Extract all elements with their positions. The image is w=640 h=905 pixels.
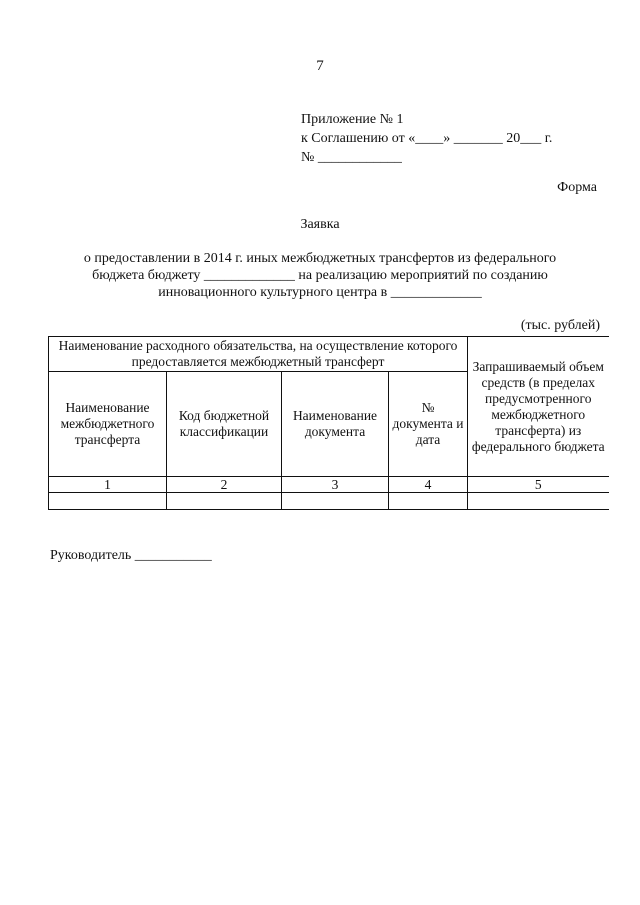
empty-cell <box>167 493 282 510</box>
subtitle-line-1: о предоставлении в 2014 г. иных межбюджетных трансфертов из федерального <box>83 251 557 266</box>
appendix-title: Приложение № 1 <box>301 112 404 127</box>
requested-amount-header: Запрашиваемый объем средств (в пределах предусмотренного межбюджетного трансферта) из федерального бюджета <box>468 337 609 477</box>
table-row <box>49 493 609 510</box>
page-number: 7 <box>316 58 324 74</box>
column-header-transfer-name: Наименование межбюджетного трансферта <box>49 372 167 477</box>
appendix-agreement: к Соглашению от «____» _______ 20___ г. <box>301 131 553 146</box>
column-number-5: 5 <box>468 477 609 493</box>
appendix-block <box>301 110 552 167</box>
column-number-4: 4 <box>389 477 468 493</box>
document-title: Заявка <box>300 217 340 232</box>
empty-cell <box>49 493 167 510</box>
subtitle-line-3: инновационного культурного центра в _____________ <box>158 285 482 300</box>
column-header-budget-code: Код бюджетной классификации <box>167 372 282 477</box>
column-number-2: 2 <box>167 477 282 493</box>
obligation-group-header: Наименование расходного обязательства, на осуществление которого предоставляется межбюджетный трансферт <box>49 337 468 372</box>
appendix-number: № ____________ <box>301 150 402 165</box>
document-subtitle <box>40 250 600 301</box>
column-number-1: 1 <box>49 477 167 493</box>
column-number-3: 3 <box>282 477 389 493</box>
column-header-document-number-date: № документа и дата <box>389 372 468 477</box>
empty-cell <box>468 493 609 510</box>
form-label: Форма <box>557 180 597 195</box>
table-header-row <box>49 337 609 372</box>
empty-cell <box>282 493 389 510</box>
column-header-document-name: Наименование документа <box>282 372 389 477</box>
empty-cell <box>389 493 468 510</box>
table-row <box>49 477 609 493</box>
subtitle-line-2: бюджета бюджету _____________ на реализацию мероприятий по созданию <box>92 268 548 283</box>
signature-line: Руководитель ___________ <box>50 548 212 563</box>
units-label: (тыс. рублей) <box>520 318 600 333</box>
request-table <box>48 336 609 510</box>
